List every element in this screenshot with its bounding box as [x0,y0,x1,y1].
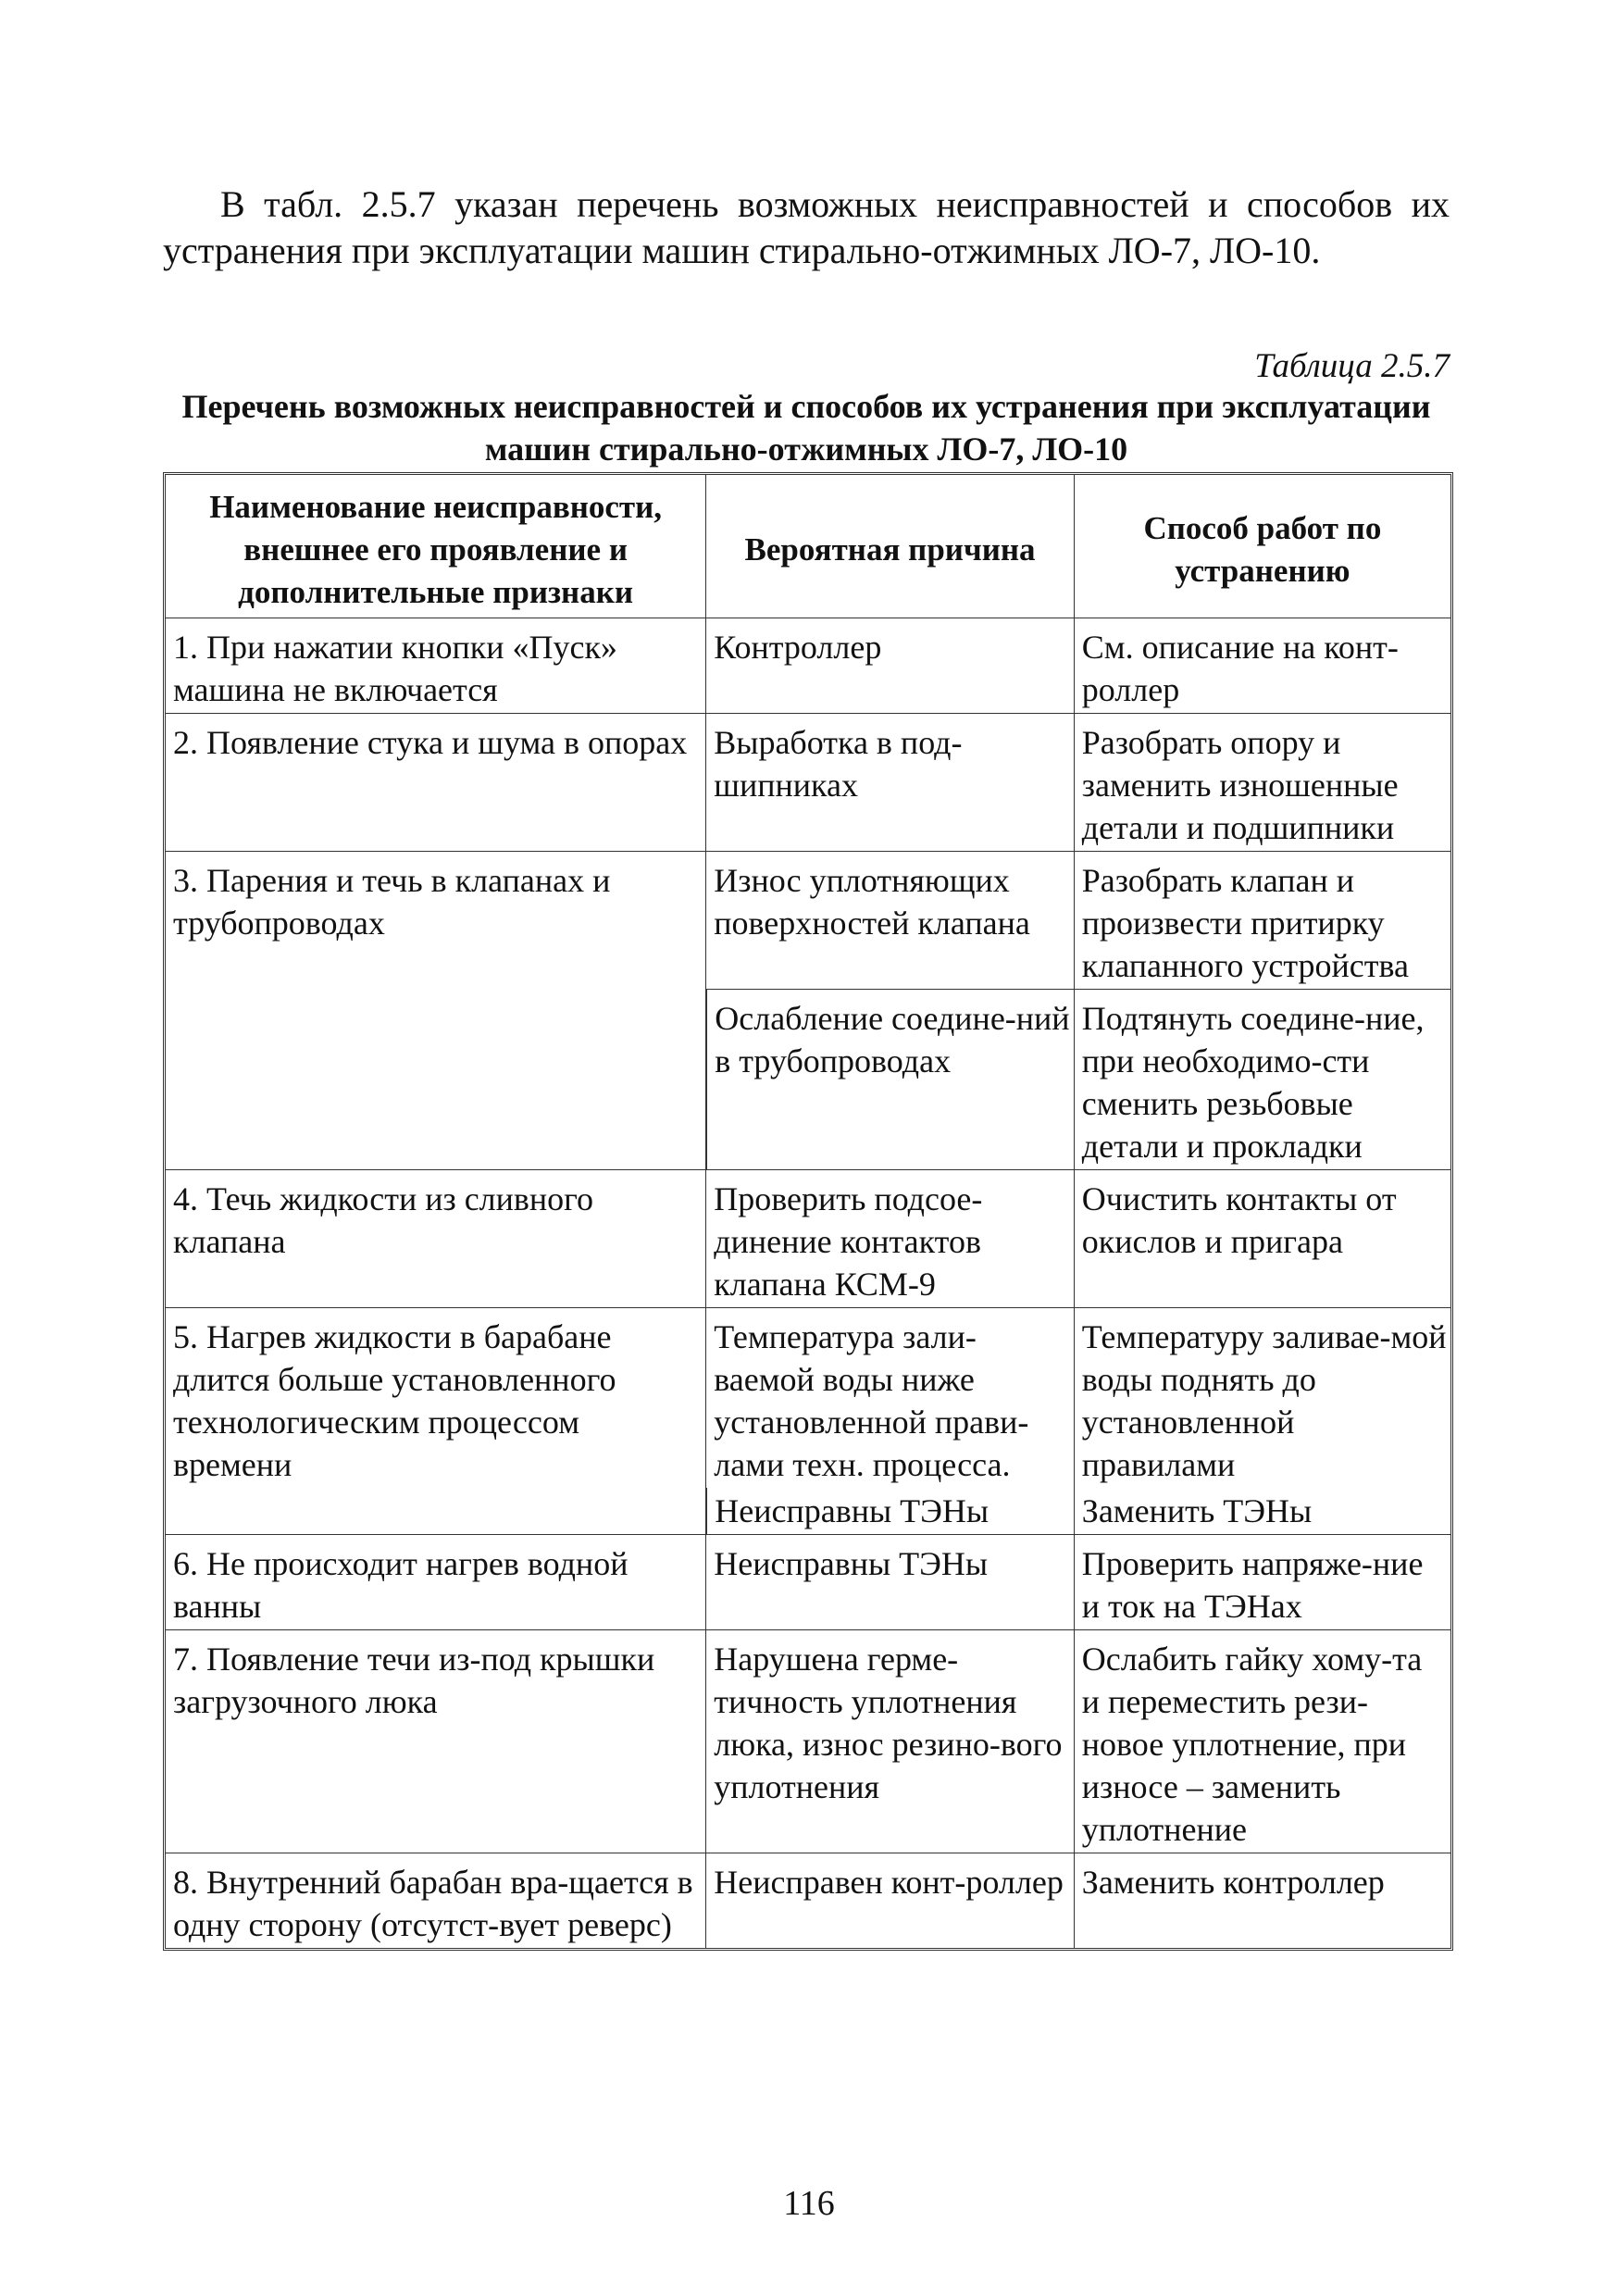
fix-cell: Разобрать клапан и произвести притирку клапанного устройства [1075,852,1450,990]
cause-cell: Контроллер [706,618,1075,714]
fault-cell: 7. Появление течи из-под крышки загрузочного люка [166,1630,706,1853]
table-row [166,1535,1450,1630]
page-number: 116 [783,2184,835,2223]
cause-cell: Износ уплотняющих поверхностей клапана [706,852,1075,990]
table-row [166,1630,1450,1853]
table-row [166,1170,1450,1308]
table-caption: Таблица 2.5.7 [1254,347,1450,385]
fix-cell: Температуру заливае-мой воды поднять до установленной правилами [1081,1318,1447,1483]
cause-cell: Нарушена герме-тичность уплотнения люка, износ резино-вого уплотнения [706,1630,1075,1853]
fix-cell: Проверить напряже-ние и ток на ТЭНах [1075,1535,1450,1630]
header-fault: Наименование неисправности, внешнее его проявление и дополнительные признаки [166,475,706,618]
fix-cell: Ослабить гайку хому-та и переместить рези-новое уплотнение, при износе – заменить уплотнение [1075,1630,1450,1853]
cause-cell: Проверить подсое-динение контактов клапана КСМ-9 [706,1170,1075,1308]
fault-cell: 5. Нагрев жидкости в барабане длится больше установленного технологическим процессом времени [166,1308,706,1535]
fault-cell: 8. Внутренний барабан вра-щается в одну сторону (отсутст-вует реверс) [166,1853,706,1948]
fault-cell: 4. Течь жидкости из сливного клапана [166,1170,706,1308]
table-title: Перечень возможных неисправностей и способов их устранения при эксплуатации машин стирально-отжимных ЛО-7, ЛО-10 [181,388,1431,468]
cause-cell: Ослабление соедине-ний в трубопроводах [706,990,1075,1170]
cause-cell: Неисправен конт-роллер [706,1853,1075,1948]
table-header-row [166,475,1450,618]
intro-paragraph: В табл. 2.5.7 указан перечень возможных неисправностей и способов их устранения при эксплуатации машин стирально-отжимных ЛО-7, ЛО-10. [163,183,1450,271]
fix-cell: Разобрать опору и заменить изношенные детали и подшипники [1075,714,1450,852]
fix-cell: Заменить контроллер [1081,1864,1385,1901]
fault-cell: 6. Не происходит нагрев водной ванны [166,1535,706,1630]
cause-cell: Неисправны ТЭНы [706,1535,1075,1630]
table-row [166,618,1450,714]
fix-cell: Очистить контакты от окислов и пригара [1075,1170,1450,1308]
fix-cell: Заменить ТЭНы [1075,1488,1450,1535]
fix-cell: Подтянуть соедине-ние, при необходимо-сти сменить резьбовые детали и прокладки [1075,990,1450,1170]
header-cause: Вероятная причина [706,475,1075,618]
fix-cell: См. описание на конт-роллер [1075,618,1450,714]
cause-cell: Выработка в под-шипниках [706,714,1075,852]
table-row [166,1308,1450,1488]
table-row [166,714,1450,852]
table-row [166,1853,1450,1948]
fault-cell: 2. Появление стука и шума в опорах [166,714,706,852]
cause-cell: Неисправны ТЭНы [706,1488,1075,1535]
fault-cell: 3. Парения и течь в клапанах и трубопроводах [166,852,706,1170]
header-fix: Способ работ по устранению [1075,475,1450,618]
fault-cell: 1. При нажатии кнопки «Пуск» машина не включается [166,618,706,714]
table-row [166,852,1450,990]
faults-table [163,472,1453,1951]
cause-cell: Температура зали-ваемой воды ниже установленной прави-лами техн. процесса. [706,1308,1075,1488]
